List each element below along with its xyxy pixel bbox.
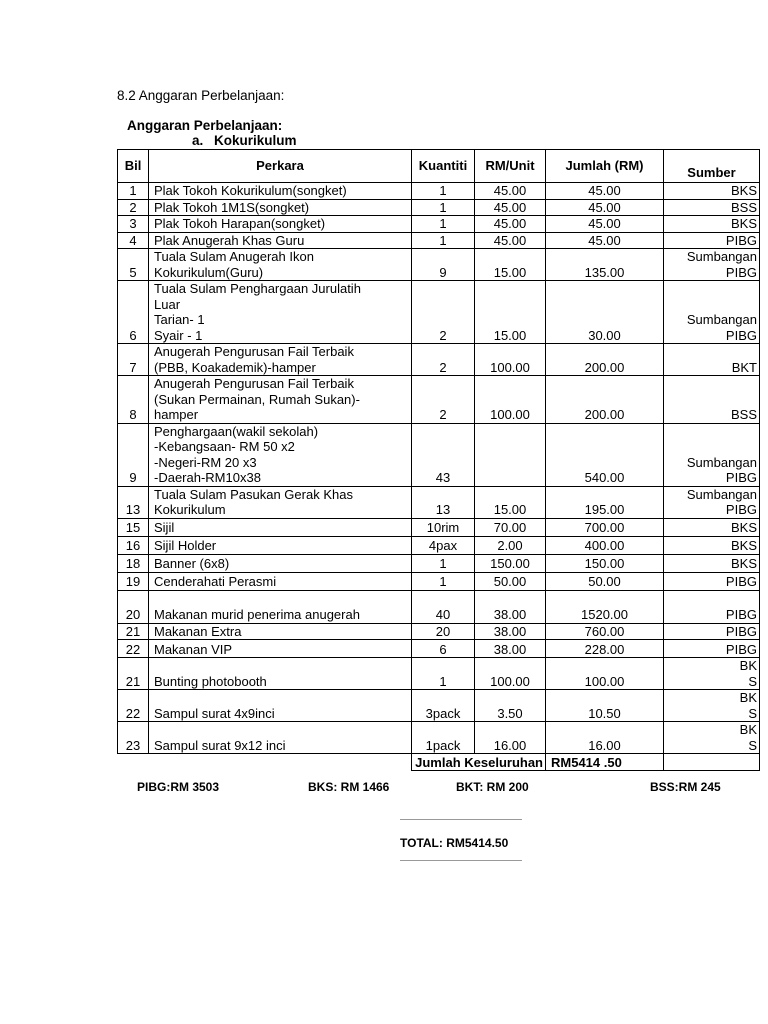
- cell-bil: 4: [118, 232, 149, 249]
- category-label: Kokurikulum: [214, 133, 297, 148]
- cell-jumlah: 195.00: [546, 486, 664, 518]
- cell-bil: 8: [118, 376, 149, 424]
- cell-rm-unit: 70.00: [475, 518, 546, 536]
- cell-perkara: Plak Tokoh Harapan(songket): [149, 216, 412, 233]
- table-row: [118, 518, 760, 536]
- cell-sumber: PIBG: [664, 640, 760, 658]
- cell-jumlah: 228.00: [546, 640, 664, 658]
- cell-jumlah: 30.00: [546, 281, 664, 344]
- divider-bottom: [400, 860, 522, 861]
- cell-perkara: Anugerah Pengurusan Fail Terbaik (Sukan Permainan, Rumah Sukan)- hamper: [149, 376, 412, 424]
- cell-kuantiti: 13: [412, 486, 475, 518]
- cell-perkara: Sijil: [149, 518, 412, 536]
- table-row: [118, 658, 760, 690]
- cell-kuantiti: 20: [412, 623, 475, 640]
- cell-sumber: BK S: [664, 690, 760, 722]
- cell-jumlah: 50.00: [546, 572, 664, 590]
- divider-top: [400, 819, 522, 820]
- cell-rm-unit: 38.00: [475, 590, 546, 623]
- cell-perkara: Makanan VIP: [149, 640, 412, 658]
- table-row: [118, 572, 760, 590]
- cell-jumlah: 10.50: [546, 690, 664, 722]
- cell-rm-unit: 2.00: [475, 536, 546, 554]
- cell-sumber: BKS: [664, 216, 760, 233]
- table-row: [118, 423, 760, 486]
- table-row: [118, 183, 760, 200]
- cell-perkara: Tuala Sulam Anugerah Ikon Kokurikulum(Guru): [149, 249, 412, 281]
- summary-bkt: BKT: RM 200: [456, 780, 529, 794]
- category-title: [192, 133, 297, 148]
- cell-sumber: PIBG: [664, 623, 760, 640]
- cell-bil: 9: [118, 423, 149, 486]
- cell-bil: 13: [118, 486, 149, 518]
- cell-kuantiti: 1: [412, 216, 475, 233]
- cell-jumlah: 45.00: [546, 216, 664, 233]
- cell-bil: 1: [118, 183, 149, 200]
- header-kuantiti: Kuantiti: [412, 150, 475, 183]
- table-row: [118, 690, 760, 722]
- subheading: Anggaran Perbelanjaan:: [127, 118, 283, 133]
- cell-sumber: BK S: [664, 722, 760, 754]
- cell-jumlah: 16.00: [546, 722, 664, 754]
- table-row: [118, 232, 760, 249]
- cell-kuantiti: 10rim: [412, 518, 475, 536]
- cell-sumber: Sumbangan PIBG: [664, 281, 760, 344]
- cell-kuantiti: 40: [412, 590, 475, 623]
- cell-rm-unit: 15.00: [475, 249, 546, 281]
- cell-bil: 2: [118, 199, 149, 216]
- cell-rm-unit: 45.00: [475, 199, 546, 216]
- cell-kuantiti: 1: [412, 658, 475, 690]
- cell-bil: 5: [118, 249, 149, 281]
- cell-sumber: Sumbangan PIBG: [664, 249, 760, 281]
- cell-jumlah: 45.00: [546, 183, 664, 200]
- cell-kuantiti: 6: [412, 640, 475, 658]
- cell-perkara: Bunting photobooth: [149, 658, 412, 690]
- cell-bil: 19: [118, 572, 149, 590]
- total-row: [118, 754, 760, 771]
- cell-bil: 16: [118, 536, 149, 554]
- cell-kuantiti: 3pack: [412, 690, 475, 722]
- category-letter: a.: [192, 133, 204, 148]
- cell-rm-unit: 45.00: [475, 183, 546, 200]
- cell-sumber: BKS: [664, 183, 760, 200]
- cell-sumber: PIBG: [664, 232, 760, 249]
- cell-bil: 20: [118, 590, 149, 623]
- summary-bss: BSS:RM 245: [650, 780, 721, 794]
- cell-bil: 6: [118, 281, 149, 344]
- cell-sumber: BKS: [664, 536, 760, 554]
- cell-bil: 21: [118, 658, 149, 690]
- cell-sumber: BSS: [664, 376, 760, 424]
- table-row: [118, 216, 760, 233]
- table-row: [118, 536, 760, 554]
- cell-jumlah: 540.00: [546, 423, 664, 486]
- cell-bil: 7: [118, 344, 149, 376]
- cell-sumber: BSS: [664, 199, 760, 216]
- cell-kuantiti: 1: [412, 183, 475, 200]
- cell-sumber: BK S: [664, 658, 760, 690]
- cell-jumlah: 400.00: [546, 536, 664, 554]
- cell-jumlah: 45.00: [546, 232, 664, 249]
- cell-perkara: Plak Anugerah Khas Guru: [149, 232, 412, 249]
- cell-kuantiti: 1: [412, 232, 475, 249]
- table-row: [118, 376, 760, 424]
- cell-perkara: Makanan murid penerima anugerah: [149, 590, 412, 623]
- cell-perkara: Plak Tokoh Kokurikulum(songket): [149, 183, 412, 200]
- table-row: [118, 249, 760, 281]
- grand-total: TOTAL: RM5414.50: [400, 836, 509, 850]
- table-row: [118, 623, 760, 640]
- cell-bil: 22: [118, 640, 149, 658]
- cell-kuantiti: 43: [412, 423, 475, 486]
- cell-perkara: Plak Tokoh 1M1S(songket): [149, 199, 412, 216]
- cell-jumlah: 700.00: [546, 518, 664, 536]
- cell-sumber: PIBG: [664, 572, 760, 590]
- cell-jumlah: 1520.00: [546, 590, 664, 623]
- cell-rm-unit: 45.00: [475, 216, 546, 233]
- table-row: [118, 590, 760, 623]
- header-rm-unit: RM/Unit: [475, 150, 546, 183]
- cell-sumber: BKT: [664, 344, 760, 376]
- table-row: [118, 722, 760, 754]
- cell-perkara: Sijil Holder: [149, 536, 412, 554]
- cell-perkara: Makanan Extra: [149, 623, 412, 640]
- cell-perkara: Banner (6x8): [149, 554, 412, 572]
- cell-kuantiti: 1: [412, 554, 475, 572]
- summary-bks: BKS: RM 1466: [308, 780, 390, 794]
- cell-sumber: Sumbangan PIBG: [664, 486, 760, 518]
- cell-bil: 21: [118, 623, 149, 640]
- cell-rm-unit: 100.00: [475, 376, 546, 424]
- cell-perkara: Sampul surat 4x9inci: [149, 690, 412, 722]
- cell-sumber: Sumbangan PIBG: [664, 423, 760, 486]
- cell-kuantiti: 1: [412, 199, 475, 216]
- cell-kuantiti: 4pax: [412, 536, 475, 554]
- cell-perkara: Penghargaan(wakil sekolah) -Kebangsaan- RM 50 x2 -Negeri-RM 20 x3 -Daerah-RM10x38: [149, 423, 412, 486]
- cell-kuantiti: 1: [412, 572, 475, 590]
- cell-bil: 22: [118, 690, 149, 722]
- table-row: [118, 281, 760, 344]
- table-row: [118, 199, 760, 216]
- cell-rm-unit: 38.00: [475, 623, 546, 640]
- cell-jumlah: 100.00: [546, 658, 664, 690]
- cell-rm-unit: 38.00: [475, 640, 546, 658]
- table-row: [118, 640, 760, 658]
- total-value: RM5414 .50: [546, 754, 664, 771]
- cell-jumlah: 200.00: [546, 376, 664, 424]
- header-sumber: Sumber: [664, 150, 760, 183]
- cell-kuantiti: 9: [412, 249, 475, 281]
- total-sumber-cell: [664, 754, 760, 771]
- cell-rm-unit: 15.00: [475, 486, 546, 518]
- cell-kuantiti: 1pack: [412, 722, 475, 754]
- cell-rm-unit: 15.00: [475, 281, 546, 344]
- cell-bil: 18: [118, 554, 149, 572]
- cell-perkara: Tuala Sulam Pasukan Gerak Khas Kokurikulum: [149, 486, 412, 518]
- total-blank-cell: [118, 754, 412, 771]
- cell-rm-unit: 100.00: [475, 658, 546, 690]
- cell-kuantiti: 2: [412, 376, 475, 424]
- cell-rm-unit: 100.00: [475, 344, 546, 376]
- table-header-row: [118, 150, 760, 183]
- cell-rm-unit: [475, 423, 546, 486]
- budget-table: [117, 149, 760, 771]
- cell-perkara: Sampul surat 9x12 inci: [149, 722, 412, 754]
- cell-jumlah: 45.00: [546, 199, 664, 216]
- cell-rm-unit: 3.50: [475, 690, 546, 722]
- section-heading: 8.2 Anggaran Perbelanjaan:: [117, 88, 285, 103]
- cell-perkara: Tuala Sulam Penghargaan Jurulatih Luar Tarian- 1 Syair - 1: [149, 281, 412, 344]
- cell-rm-unit: 16.00: [475, 722, 546, 754]
- cell-jumlah: 200.00: [546, 344, 664, 376]
- header-jumlah: Jumlah (RM): [546, 150, 664, 183]
- cell-jumlah: 760.00: [546, 623, 664, 640]
- table-row: [118, 344, 760, 376]
- cell-sumber: BKS: [664, 554, 760, 572]
- summary-pibg: PIBG:RM 3503: [137, 780, 220, 794]
- cell-kuantiti: 2: [412, 281, 475, 344]
- cell-bil: 3: [118, 216, 149, 233]
- total-label: Jumlah Keseluruhan: [412, 754, 546, 771]
- cell-kuantiti: 2: [412, 344, 475, 376]
- cell-rm-unit: 150.00: [475, 554, 546, 572]
- cell-perkara: Anugerah Pengurusan Fail Terbaik (PBB, Koakademik)-hamper: [149, 344, 412, 376]
- cell-bil: 15: [118, 518, 149, 536]
- cell-perkara: Cenderahati Perasmi: [149, 572, 412, 590]
- cell-rm-unit: 45.00: [475, 232, 546, 249]
- cell-sumber: BKS: [664, 518, 760, 536]
- cell-jumlah: 150.00: [546, 554, 664, 572]
- cell-sumber: PIBG: [664, 590, 760, 623]
- cell-bil: 23: [118, 722, 149, 754]
- table-row: [118, 486, 760, 518]
- cell-jumlah: 135.00: [546, 249, 664, 281]
- header-bil: Bil: [118, 150, 149, 183]
- header-perkara: Perkara: [149, 150, 412, 183]
- table-row: [118, 554, 760, 572]
- cell-rm-unit: 50.00: [475, 572, 546, 590]
